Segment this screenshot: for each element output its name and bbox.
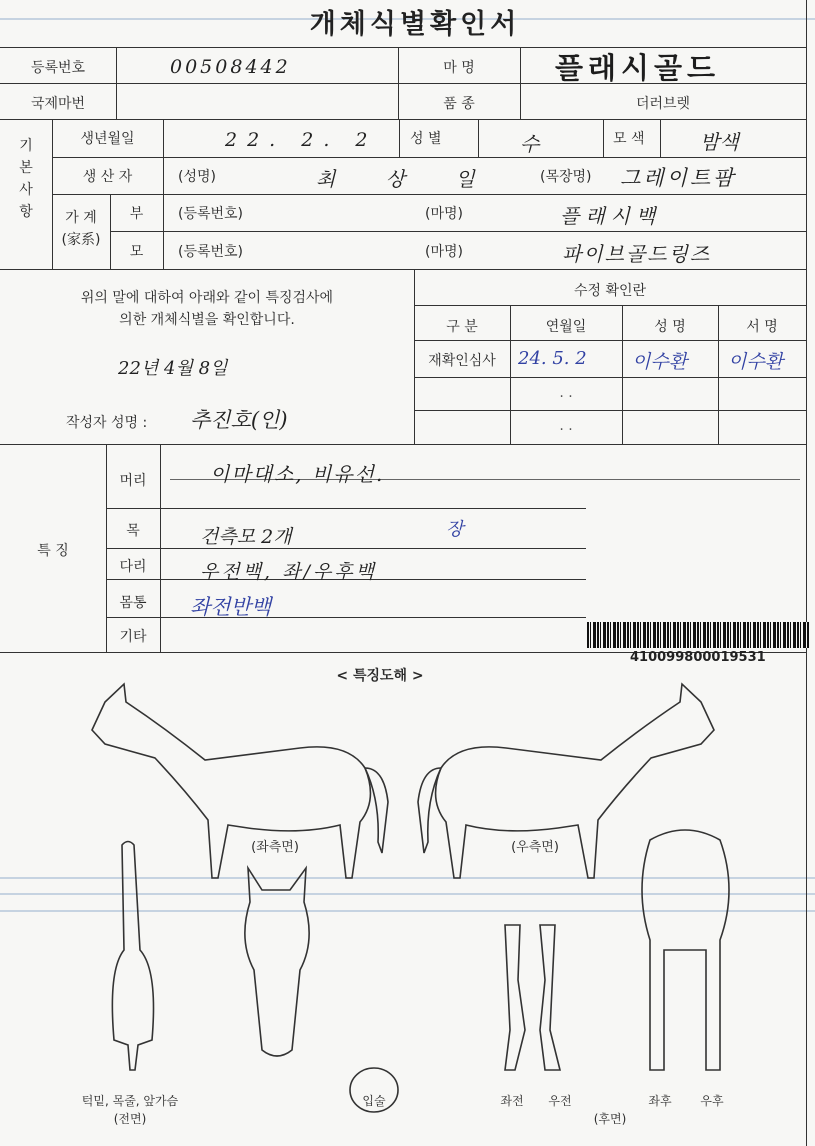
registration-no-label: 등록번호 [30, 60, 86, 76]
sex-value: 수 [520, 132, 540, 156]
feature-body-value: 좌전반백 [190, 595, 272, 619]
page-title: 개체식별확인서 [309, 9, 521, 40]
revision-row2-date: . . [559, 385, 573, 401]
front-neck-view [112, 842, 153, 1071]
statement-line-2: 의한 개체식별을 확인합니다. [119, 312, 295, 328]
birth-value: 22. 2. 2 [225, 129, 378, 151]
color-label: 모 색 [613, 131, 645, 147]
sire-label: 부 [129, 206, 144, 222]
dam-value: 파이브골드링즈 [562, 242, 712, 266]
lineage-label: 가 계 (家系) [61, 210, 101, 248]
feature-label-etc: 기타 [119, 629, 147, 645]
page-border-right [806, 0, 807, 1146]
revision-header-sign: 서 명 [746, 319, 778, 335]
rear-view [642, 830, 729, 1070]
diagram-title: < 특징도해 > [336, 668, 424, 684]
head-front-view [245, 868, 309, 1056]
feature-label-leg: 다리 [119, 559, 147, 575]
feature-head-value: 이마대소, 비유선. [210, 462, 385, 486]
writer-value: 추진호(인) [190, 408, 288, 432]
sire-reg-prefix: (등록번호) [178, 206, 244, 222]
barcode-number: 410099800019531 [630, 650, 766, 665]
revision-row1-sign: 이수환 [728, 351, 784, 373]
rear-caption: (후면) [593, 1112, 627, 1126]
hind-caption-left: 좌후 [648, 1094, 672, 1108]
feature-leg-insert: 장 [446, 519, 464, 540]
feature-label-body: 몸통 [119, 595, 147, 611]
sex-label: 성 별 [410, 131, 442, 147]
color-value: 밤색 [700, 130, 739, 154]
rear-caption-right-front: 우전 [548, 1094, 572, 1108]
left-view-label: (좌측면) [251, 840, 299, 855]
dam-horse-prefix: (마명) [425, 244, 463, 260]
intl-no-label: 국제마번 [30, 96, 86, 112]
revision-row3-date: . . [559, 418, 573, 434]
basic-section-label: 기 본 사 항 [19, 138, 33, 220]
birth-label: 생년월일 [80, 131, 135, 147]
lip-caption: 입술 [362, 1094, 386, 1108]
revision-header-name: 성 명 [654, 319, 686, 335]
horse-name-label: 마 명 [443, 60, 475, 76]
writer-label: 작성자 성명 : [66, 415, 148, 431]
breeder-name-prefix: (성명) [178, 169, 216, 185]
barcode [587, 622, 809, 648]
feature-label-head: 머리 [119, 473, 147, 489]
statement-line-1: 위의 말에 대하여 아래와 같이 특징검사에 [80, 290, 334, 306]
rear-caption-left-front: 좌전 [500, 1094, 524, 1108]
sire-horse-prefix: (마명) [425, 206, 463, 222]
revision-row1-type: 재확인심사 [428, 353, 496, 369]
ranch-prefix: (목장명) [540, 169, 592, 185]
feature-neck-value: 건측모 2개 [200, 526, 292, 548]
front-caption-1: 턱밑, 목줄, 앞가슴 [81, 1094, 179, 1108]
ranch-value: 그레이트팜 [620, 166, 737, 190]
date-value: 22년 4월 8일 [118, 358, 228, 379]
feature-leg-value: 우전백, 좌/우후백 [200, 561, 377, 583]
front-caption-2: (전면) [113, 1112, 147, 1126]
revision-row1-name: 이수환 [632, 351, 688, 373]
sire-value: 플래시백 [560, 204, 662, 228]
dam-label: 모 [129, 244, 144, 260]
breeder-label: 생 산 자 [82, 169, 133, 185]
horse-diagram [0, 650, 806, 1146]
right-view-label: (우측면) [511, 840, 559, 855]
revision-title: 수정 확인란 [573, 283, 647, 299]
horse-name-value: 플래시골드 [555, 51, 721, 85]
revision-row1-date: 24. 5. 2 [518, 348, 587, 369]
hind-caption-right: 우후 [700, 1094, 724, 1108]
revision-header-type: 구 분 [446, 319, 478, 335]
registration-no-value: 00508442 [170, 56, 291, 78]
breed-label: 품 종 [443, 96, 475, 112]
breeder-value: 최 상 일 [316, 167, 497, 191]
feature-label-neck: 목 [126, 523, 140, 539]
revision-header-date: 연월일 [545, 319, 587, 335]
front-legs-view [505, 925, 560, 1070]
breed-value: 더러브렛 [635, 96, 691, 112]
dam-reg-prefix: (등록번호) [178, 244, 244, 260]
features-label: 특 징 [37, 543, 69, 559]
